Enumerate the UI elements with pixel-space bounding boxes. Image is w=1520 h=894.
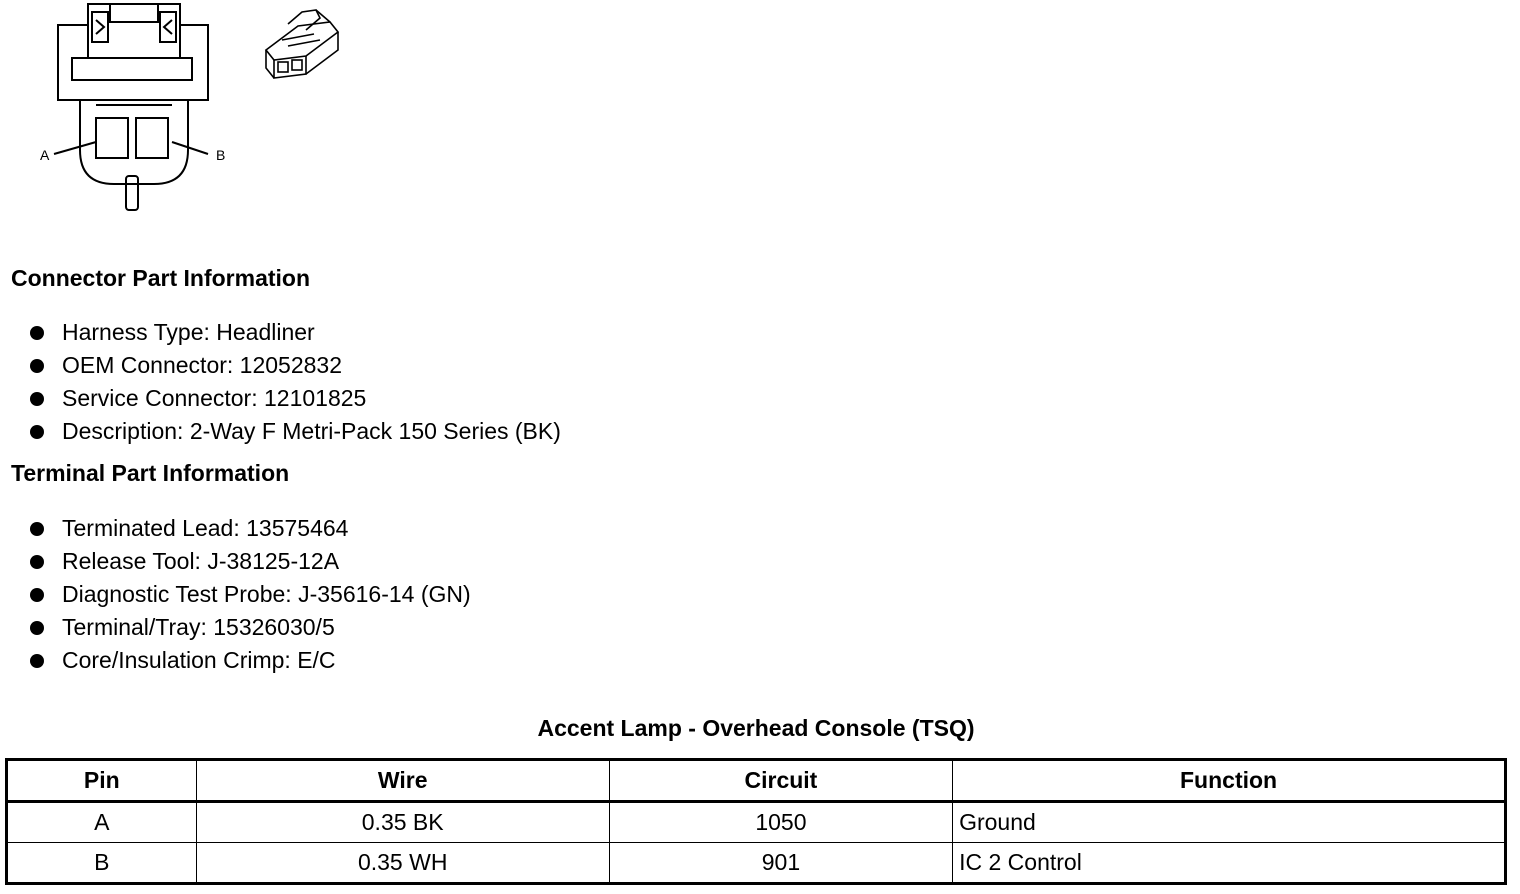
table-row xyxy=(7,843,1506,884)
header-wire: Wire xyxy=(196,760,609,802)
header-circuit: Circuit xyxy=(609,760,952,802)
pin-label-a: A xyxy=(40,147,50,163)
bullet-icon xyxy=(30,359,44,373)
bullet-icon xyxy=(30,588,44,602)
list-item: Core/Insulation Crimp: E/C xyxy=(30,644,471,677)
cell-wire: 0.35 WH xyxy=(196,843,609,884)
bullet-icon xyxy=(30,654,44,668)
list-item: Service Connector: 12101825 xyxy=(30,382,561,415)
list-item: Description: 2-Way F Metri-Pack 150 Series (BK) xyxy=(30,415,561,448)
connector-info-heading: Connector Part Information xyxy=(11,265,311,291)
cell-circuit: 901 xyxy=(609,843,952,884)
cell-circuit: 1050 xyxy=(609,802,952,843)
pin-label-b: B xyxy=(216,147,226,163)
bullet-icon xyxy=(30,621,44,635)
cell-wire: 0.35 BK xyxy=(196,802,609,843)
pin-table-title: Accent Lamp - Overhead Console (TSQ) xyxy=(537,715,975,741)
bullet-icon xyxy=(30,425,44,439)
bullet-icon xyxy=(30,392,44,406)
list-item: Diagnostic Test Probe: J-35616-14 (GN) xyxy=(30,578,471,611)
connector-face-diagram xyxy=(30,0,240,215)
bullet-icon xyxy=(30,326,44,340)
connector-isometric-diagram xyxy=(258,4,348,86)
cell-function: IC 2 Control xyxy=(953,843,1506,884)
terminal-info-list xyxy=(30,512,471,677)
cell-pin: B xyxy=(7,843,197,884)
cell-function: Ground xyxy=(953,802,1506,843)
header-pin: Pin xyxy=(7,760,197,802)
table-row xyxy=(7,802,1506,843)
list-item: Terminated Lead: 13575464 xyxy=(30,512,471,545)
header-function: Function xyxy=(953,760,1506,802)
terminal-info-heading: Terminal Part Information xyxy=(11,460,290,486)
pin-table xyxy=(5,758,1507,885)
list-item: Terminal/Tray: 15326030/5 xyxy=(30,611,471,644)
table-header-row xyxy=(7,760,1506,802)
connector-info-list xyxy=(30,316,561,448)
list-item: OEM Connector: 12052832 xyxy=(30,349,561,382)
cell-pin: A xyxy=(7,802,197,843)
list-item: Harness Type: Headliner xyxy=(30,316,561,349)
bullet-icon xyxy=(30,522,44,536)
bullet-icon xyxy=(30,555,44,569)
list-item: Release Tool: J-38125-12A xyxy=(30,545,471,578)
